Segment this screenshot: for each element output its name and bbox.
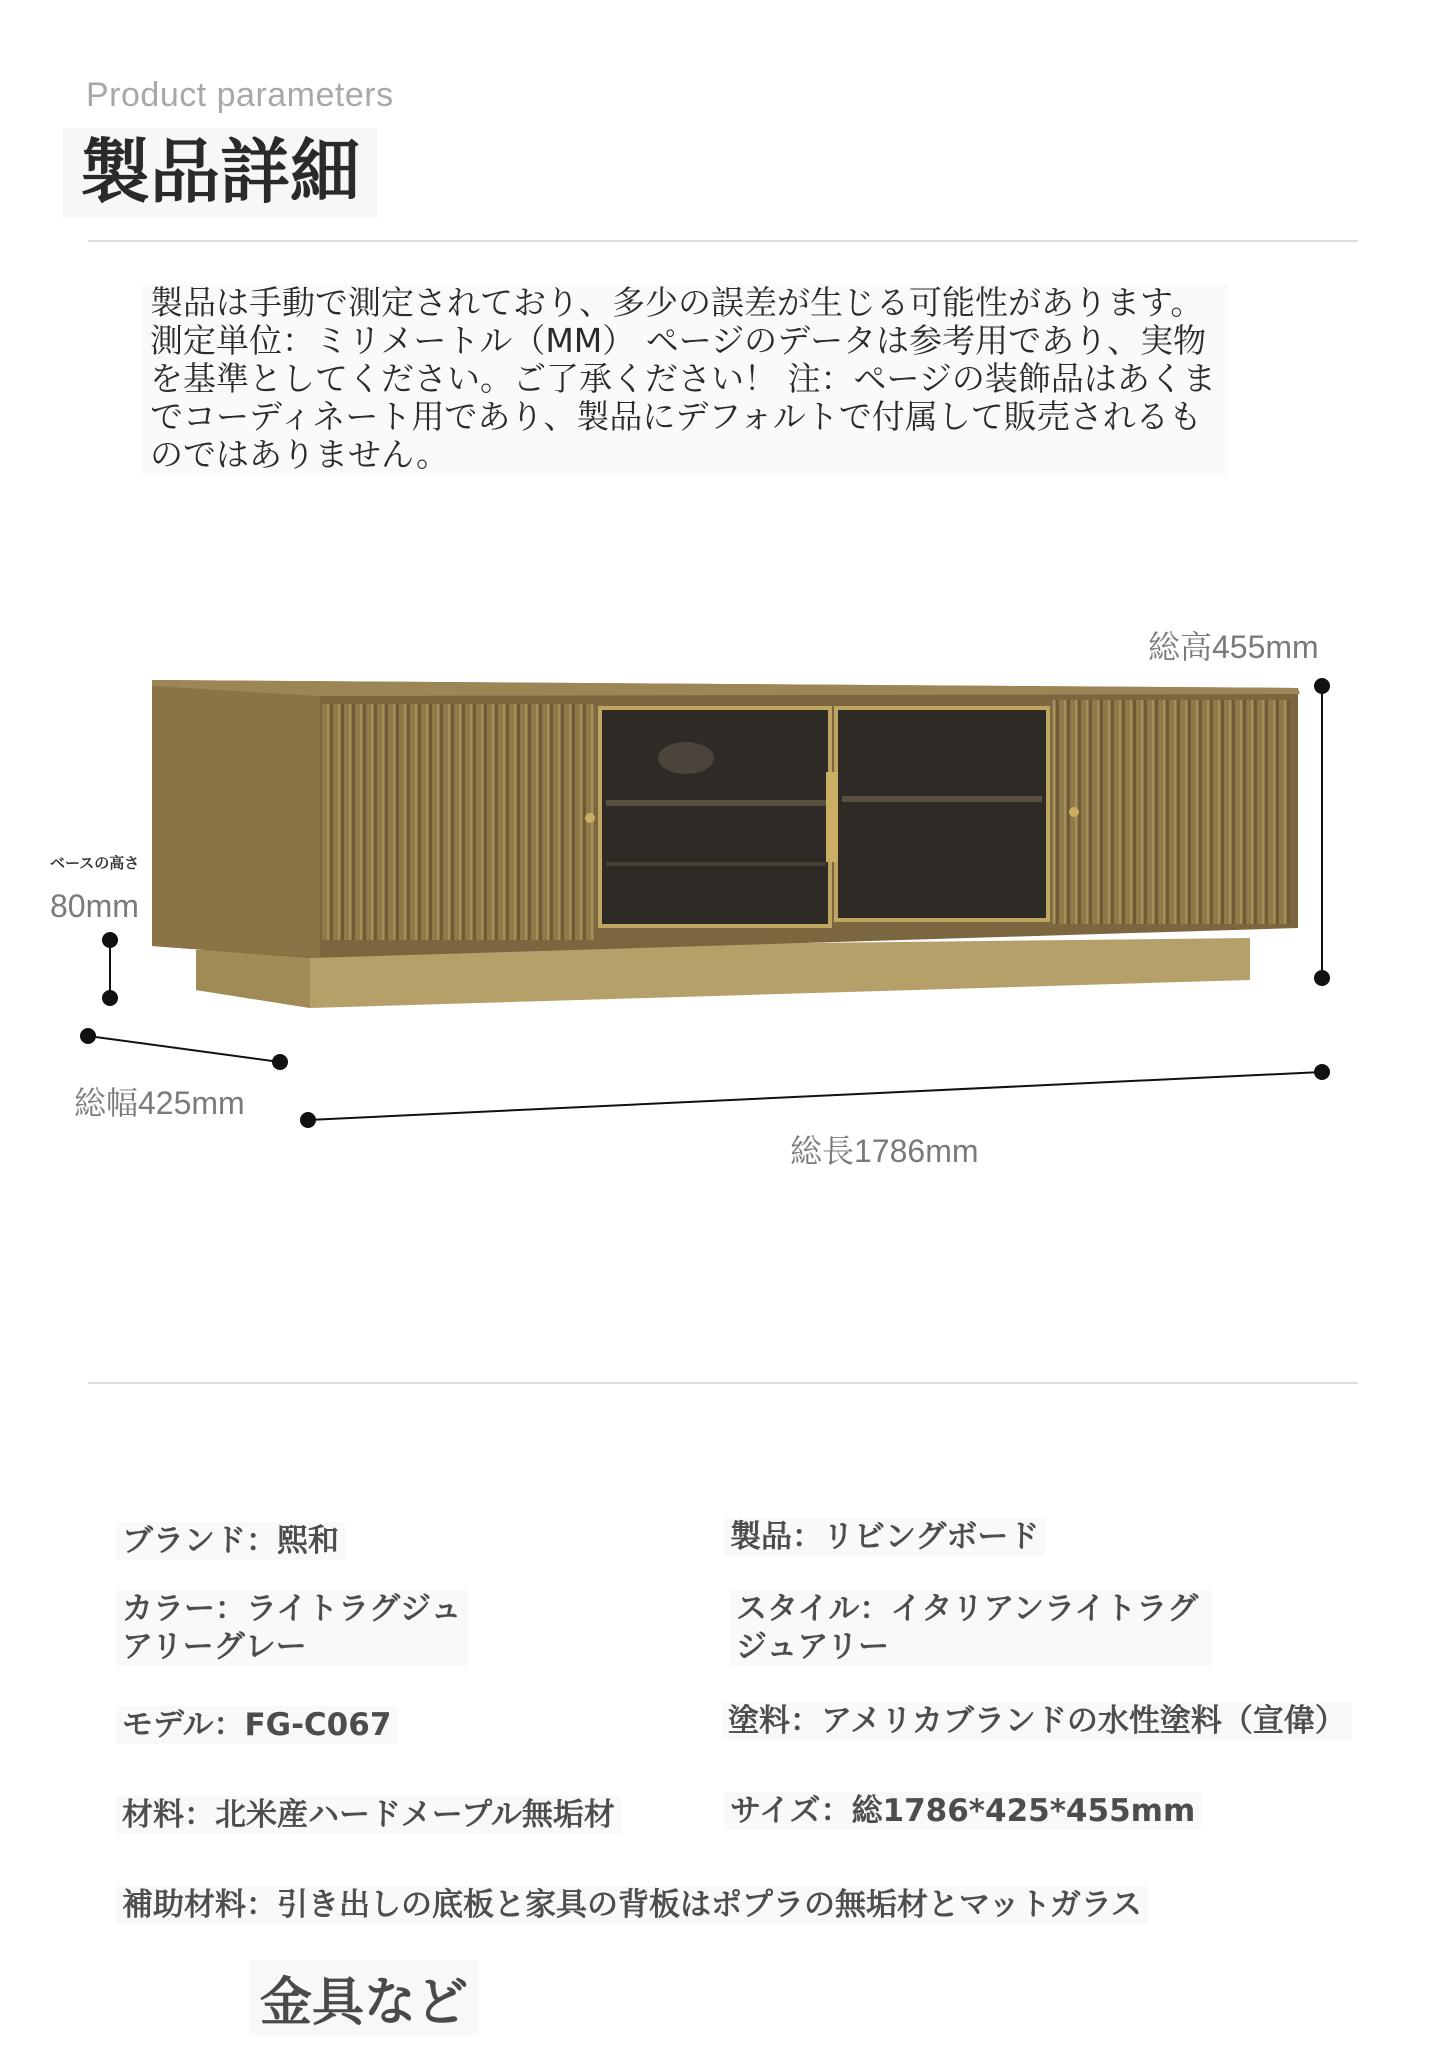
- spec-brand: ブランド：熙和: [116, 1522, 345, 1560]
- spec-aux-material: 補助材料：引き出しの底板と家具の背板はポプラの無垢材とマットガラス: [116, 1886, 1148, 1924]
- total-width-label: 総幅425mm: [74, 1085, 245, 1121]
- spec-material: 材料：北米産ハードメープル無垢材: [116, 1796, 621, 1834]
- depth-dimension-line: [80, 1028, 288, 1070]
- right-slatted-door: [1052, 700, 1290, 924]
- divider-middle: [88, 1382, 1358, 1384]
- total-length-label: 総長1786mm: [790, 1133, 979, 1169]
- base-height-value: 80mm: [50, 888, 139, 924]
- base-height-label: ベースの高さ: [50, 854, 140, 872]
- right-knob: [1069, 807, 1079, 817]
- cabinet-body: [152, 680, 1300, 958]
- glass-doors: [600, 708, 1048, 926]
- door-handle: [826, 772, 838, 862]
- product-dimension-diagram: [0, 600, 1438, 1160]
- spec-hardware: 金具など: [250, 1960, 478, 2035]
- left-slatted-door: [322, 704, 594, 940]
- spec-color: カラー：ライトラグジュアリーグレー: [116, 1590, 468, 1666]
- spec-paint: 塗料：アメリカブランドの水性塗料（宣偉）: [722, 1702, 1352, 1740]
- section-subtitle: Product parameters: [86, 76, 394, 114]
- divider-top: [88, 240, 1358, 242]
- page-title: 製品詳細: [62, 128, 378, 218]
- spec-product: 製品：リビングボード: [724, 1518, 1045, 1556]
- measurement-notice: 製品は手動で測定されており、多少の誤差が生じる可能性があります。測定単位：ミリメートル（MM） ページのデータは参考用であり、実物を基準としてください。ご了承ください！ 注：ページの装飾品はあくまでコーディネート用であり、製品にデフォルトで付属して販売されるものではありません。: [142, 284, 1228, 474]
- length-dimension-line: [300, 1064, 1330, 1128]
- base-height-dimension-line: [102, 932, 118, 1006]
- spec-size: サイズ：総1786*425*455mm: [724, 1792, 1201, 1830]
- height-dimension-line: [1314, 678, 1330, 986]
- total-height-label: 総高455mm: [1148, 629, 1319, 665]
- left-knob: [585, 813, 595, 823]
- spec-model: モデル：FG-C067: [116, 1706, 397, 1744]
- spec-style: スタイル：イタリアンライトラグジュアリー: [730, 1590, 1212, 1666]
